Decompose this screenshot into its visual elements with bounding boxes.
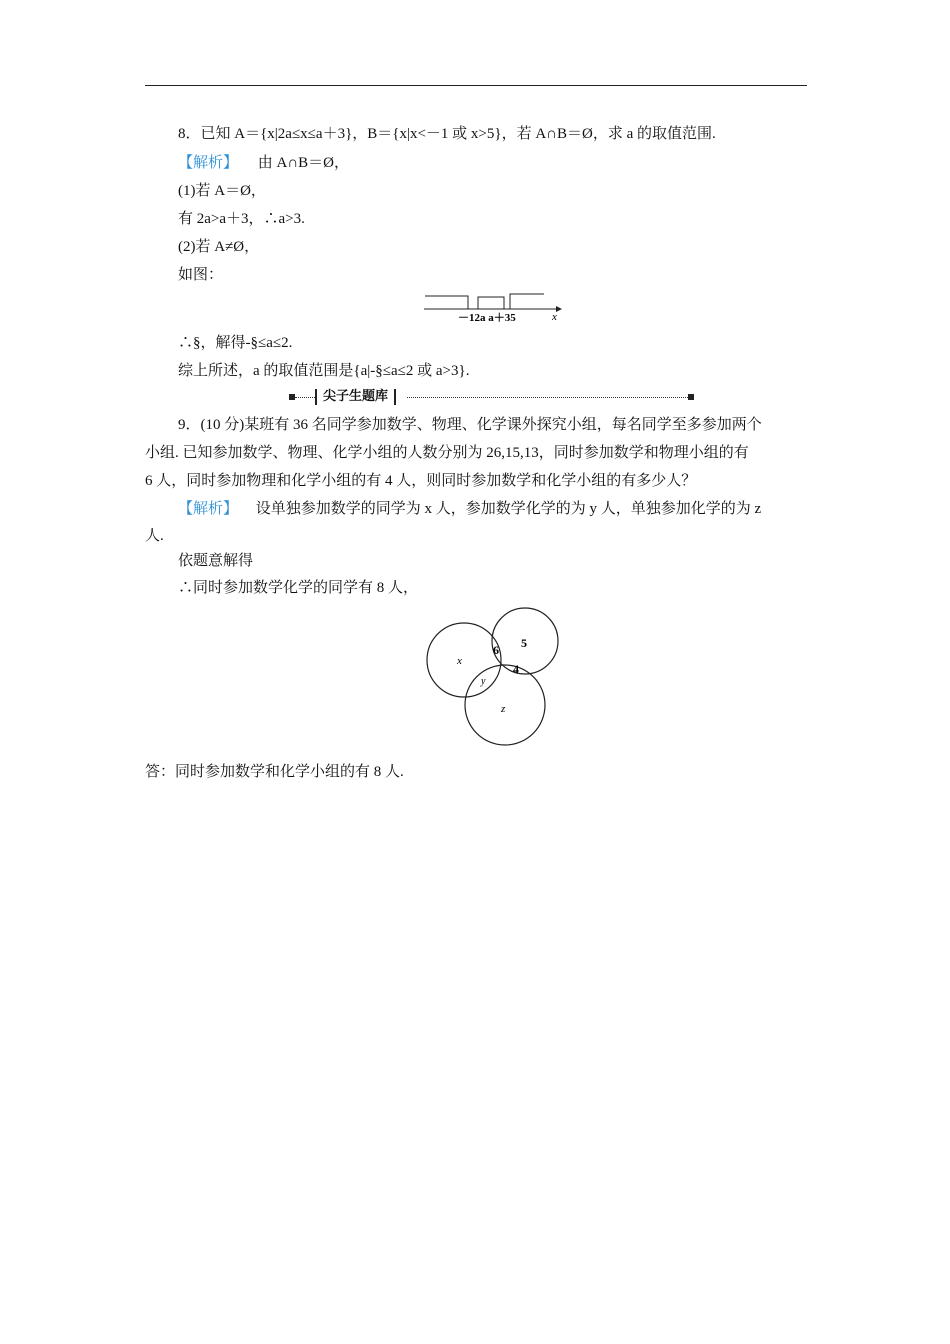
q9-analysis-text-cont: 人. <box>145 528 164 544</box>
number-line-axis-label: x <box>552 311 557 323</box>
q9-analysis-line <box>178 499 761 519</box>
venn-diagram <box>420 603 565 748</box>
q8-case1-result: 有 2a>a＋3，∴a>3. <box>178 211 305 227</box>
number-line-tick-labels: －12a a＋35 <box>458 312 516 324</box>
q8-conclusion: 综上所述，a 的取值范围是{a|-§≤a≤2 或 a>3}. <box>178 363 470 379</box>
q8-analysis-line <box>178 153 349 173</box>
q8-solve: ∴§，解得-§≤a≤2. <box>178 335 293 351</box>
q9-answer: 答：同时参加数学和化学小组的有 8 人. <box>145 764 404 780</box>
q9-step1: 依题意解得 <box>178 553 254 569</box>
venn-label-z: z <box>501 703 506 715</box>
divider-title: 尖子生题库 <box>315 389 396 405</box>
q9-question-line-3: 6 人，同时参加物理和化学小组的有 4 人，则同时参加数学和化学小组的有多少人？ <box>145 473 697 489</box>
q9-question-line-2: 小组. 已知参加数学、物理、化学小组的人数分别为 26,15,13，同时参加数学和物理小组的有 <box>145 445 749 461</box>
section-divider <box>289 389 694 405</box>
header-rule <box>145 85 807 86</box>
venn-label-5: 5 <box>521 636 527 650</box>
q8-intro: 由 A∩B＝Ø， <box>257 155 350 171</box>
number-line-figure <box>420 288 565 324</box>
q8-case2: (2)若 A≠Ø， <box>178 239 260 255</box>
q8-see-figure: 如图： <box>178 267 224 283</box>
venn-label-x: x <box>457 655 462 667</box>
venn-label-y: y <box>481 676 486 687</box>
q8-case1: (1)若 A＝Ø， <box>178 183 266 199</box>
venn-label-6: 6 <box>493 643 499 657</box>
q9-question-line-1: 9．(10 分)某班有 36 名同学参加数学、物理、化学课外探究小组，每名同学至多参加两个 <box>178 417 762 433</box>
analysis-tag: 【解析】 <box>178 501 239 517</box>
analysis-tag: 【解析】 <box>178 155 239 171</box>
q9-step2: ∴同时参加数学化学的同学有 8 人， <box>178 580 419 596</box>
q8-question: 8．已知 A＝{x|2a≤x≤a＋3}，B＝{x|x<－1 或 x>5}，若 A∩B＝Ø，求 a 的取值范围. <box>178 126 716 142</box>
venn-label-4: 4 <box>513 662 519 676</box>
math-circle <box>427 623 501 697</box>
q9-analysis-text: 设单独参加数学的同学为 x 人，参加数学化学的为 y 人，单独参加化学的为 z <box>255 501 762 517</box>
